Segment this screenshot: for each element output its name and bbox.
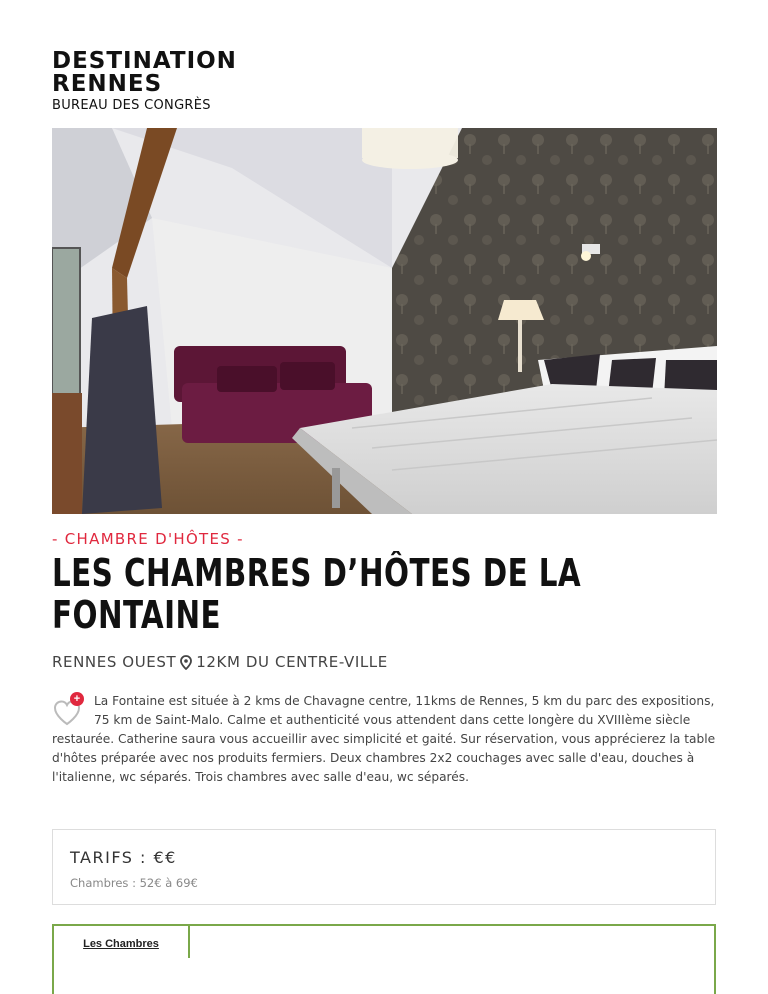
listing-category: - CHAMBRE D'HÔTES - (52, 530, 244, 548)
favorite-plus-badge: + (70, 692, 84, 706)
add-favorite-button[interactable] (52, 692, 88, 728)
hero-photo (52, 128, 717, 514)
listing-description-block (52, 692, 717, 787)
tarifs-box (52, 829, 716, 905)
listing-location (52, 653, 388, 671)
details-tabs (52, 924, 716, 994)
logo-line-2: RENNES (52, 71, 163, 97)
listing-description: La Fontaine est située à 2 kms de Chavagne centre, 11kms de Rennes, 5 km du parc des expositions, 75 km de Saint-Malo. Calme et authenticité vous attendent dans cette longère du XVIIIème siècle restaurée. Catherine saura vous accueillir avec simplicité et gaité. Sur réservation, vous apprécierez la table d'hôtes préparée avec nos produits fermiers. Deux chambres 2x2 couchages avec salle d'eau, douches à l'italienne, wc séparés. Trois chambres avec salle d'eau, wc séparés. (52, 694, 716, 784)
logo-line-3: BUREAU DES CONGRÈS (52, 98, 211, 113)
map-pin-icon (180, 655, 192, 670)
tarifs-detail: Chambres : 52€ à 69€ (70, 876, 198, 890)
location-distance: 12KM DU CENTRE-VILLE (196, 653, 388, 671)
tarifs-title: TARIFS : €€ (70, 848, 177, 867)
logo-line-1: DESTINATION (52, 48, 237, 74)
location-area: RENNES OUEST (52, 653, 177, 671)
page-title: LES CHAMBRES D’HÔTES DE LA FONTAINE (52, 551, 582, 637)
tab-label: Les Chambres (83, 938, 159, 950)
brand-logo[interactable] (52, 50, 252, 113)
tab-les-chambres[interactable] (54, 926, 190, 958)
